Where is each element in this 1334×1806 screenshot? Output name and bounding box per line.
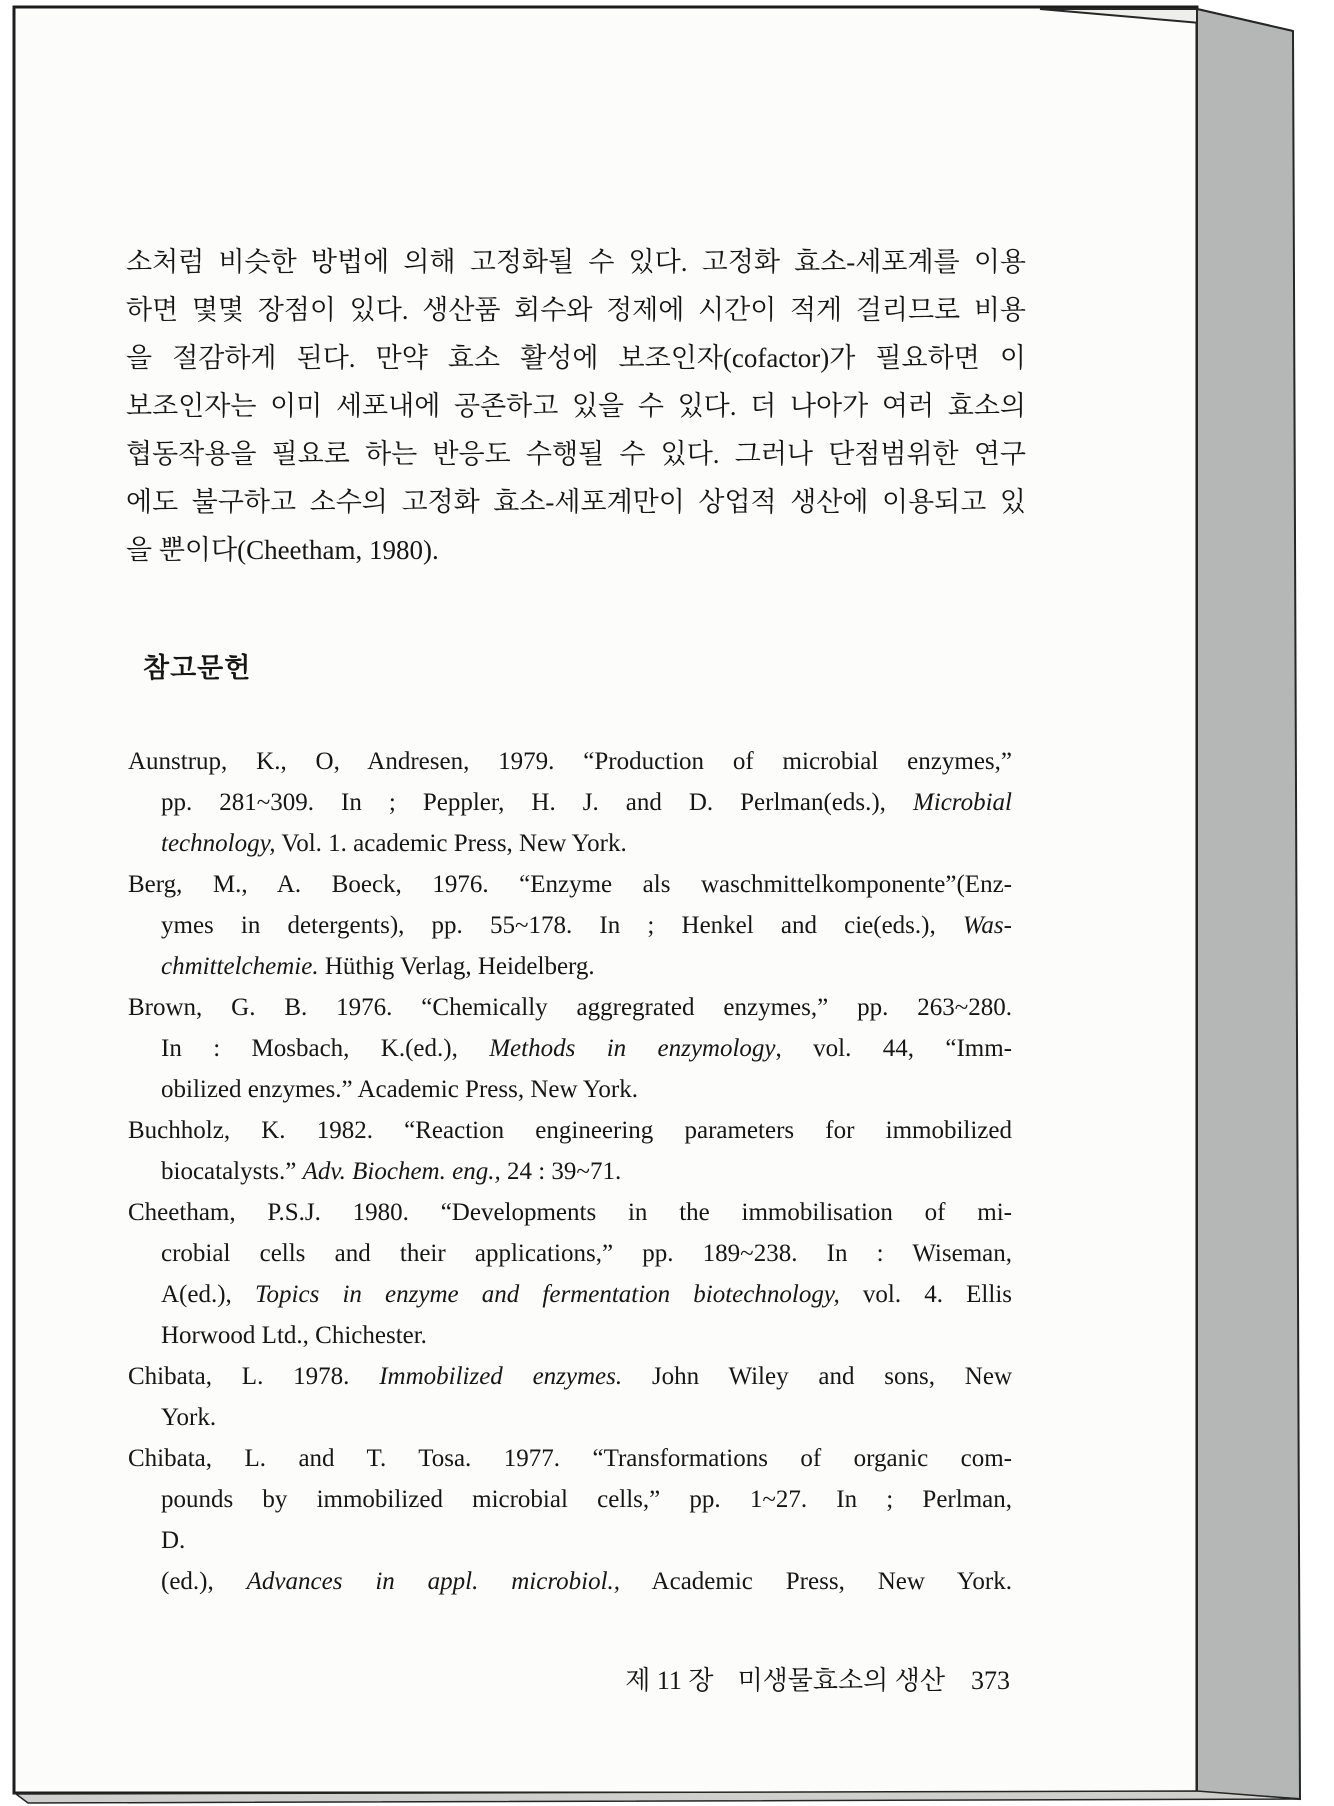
reference-text-segment: Hüthig Verlag, Heidelberg. [318, 953, 595, 980]
reference-text-segment: Chibata, L. and T. Tosa. 1977. “Transformations of organic com- [128, 1445, 1012, 1472]
chapter-label: 제 11 장 [625, 1666, 714, 1695]
reference-text-segment: Cheetham, P.S.J. 1980. “Developments in the immobilisation of mi- [128, 1199, 1012, 1226]
reference-line [128, 1561, 1012, 1602]
reference-line [128, 1438, 1012, 1479]
reference-text-segment: Buchholz, K. 1982. “Reaction engineering parameters for immobilized [128, 1117, 1012, 1144]
reference-line [128, 741, 1012, 782]
reference-text-segment: Adv. Biochem. eng., [302, 1158, 501, 1185]
reference-line [128, 1479, 1012, 1520]
reference-text-segment: A(ed.), [161, 1281, 255, 1308]
page-number: 373 [971, 1666, 1010, 1695]
reference-text-segment: pp. 281~309. In ; Peppler, H. J. and D. Perlman(eds.), [161, 789, 913, 816]
reference-line [128, 864, 1012, 905]
reference-text-segment: John Wiley and sons, New [622, 1363, 1013, 1390]
paragraph-line: 을 절감하게 된다. 만약 효소 활성에 보조인자(cofactor)가 필요하면 이 [126, 343, 1026, 373]
reference-line [128, 1110, 1012, 1151]
page-footer [500, 1630, 1010, 1697]
book-fore-edge [1197, 9, 1300, 1799]
reference-line [128, 987, 1012, 1028]
reference-text-segment: (ed.), [161, 1568, 247, 1595]
reference-line [128, 782, 1012, 823]
reference-text-segment: Immobilized enzymes. [379, 1363, 623, 1390]
reference-text-segment: pounds by immobilized microbial cells,” pp. 1~27. In ; Perlman, [161, 1486, 1012, 1513]
references-list [128, 741, 1012, 1602]
reference-text-segment: crobial cells and their applications,” pp. 189~238. In : Wiseman, [161, 1240, 1012, 1267]
references-heading: 참고문헌 [143, 653, 252, 683]
reference-line [128, 946, 1012, 987]
reference-text-segment: Academic Press, New York. [620, 1568, 1012, 1595]
reference-text-segment: Horwood Ltd., Chichester. [161, 1322, 427, 1349]
paragraph-line: 소처럼 비슷한 방법에 의해 고정화될 수 있다. 고정화 효소-세포계를 이용 [126, 247, 1026, 277]
reference-text-segment: technology, [161, 830, 276, 857]
reference-line [128, 1520, 1012, 1561]
reference-text-segment: vol. 4. Ellis [839, 1281, 1012, 1308]
paragraph-line: 에도 불구하고 소수의 고정화 효소-세포계만이 상업적 생산에 이용되고 있 [126, 487, 1026, 517]
reference-text-segment: 24 : 39~71. [500, 1158, 622, 1185]
chapter-title: 미생물효소의 생산 [737, 1666, 945, 1695]
paragraph-line: 을 뿐이다(Cheetham, 1980). [126, 535, 439, 565]
reference-text-segment: Advances in appl. microbiol., [246, 1568, 621, 1595]
reference-text-segment: Chibata, L. 1978. [128, 1363, 380, 1390]
reference-text-segment: Was- [962, 912, 1012, 939]
reference-text-segment: Aunstrup, K., O, Andresen, 1979. “Production of microbial enzymes,” [128, 748, 1012, 775]
reference-text-segment: obilized enzymes.” Academic Press, New York. [161, 1076, 638, 1103]
reference-line [128, 1274, 1012, 1315]
book-bottom-edge [16, 1791, 1300, 1803]
reference-text-segment: D. [161, 1527, 186, 1554]
paragraph-line: 하면 몇몇 장점이 있다. 생산품 회수와 정제에 시간이 적게 걸리므로 비용 [126, 295, 1026, 325]
reference-line [128, 1028, 1012, 1069]
reference-line [128, 1233, 1012, 1274]
reference-text-segment: ymes in detergents), pp. 55~178. In ; Henkel and cie(eds.), [161, 912, 963, 939]
reference-text-segment: York. [161, 1404, 217, 1431]
reference-text-segment: Microbial [912, 789, 1012, 816]
paragraph-line: 보조인자는 이미 세포내에 공존하고 있을 수 있다. 더 나아가 여러 효소의 [126, 391, 1026, 421]
reference-text-segment: Topics in enzyme and fermentation biotechnology, [254, 1281, 840, 1308]
paragraph-line: 협동작용을 필요로 하는 반응도 수행될 수 있다. 그러나 단점범위한 연구 [126, 439, 1026, 469]
reference-text-segment: biocatalysts.” [161, 1158, 303, 1185]
reference-line [128, 1151, 1012, 1192]
reference-text-segment: Vol. 1. academic Press, New York. [275, 830, 627, 857]
reference-line [128, 905, 1012, 946]
reference-text-segment: chmittelchemie. [161, 953, 319, 980]
reference-line [128, 823, 1012, 864]
body-paragraph [126, 238, 1026, 574]
reference-line [128, 1356, 1012, 1397]
reference-text-segment: In : Mosbach, K.(ed.), [161, 1035, 490, 1062]
reference-text-segment: Berg, M., A. Boeck, 1976. “Enzyme als waschmittelkomponente”(Enz- [128, 871, 1012, 898]
reference-line [128, 1315, 1012, 1356]
reference-text-segment: Brown, G. B. 1976. “Chemically aggregrated enzymes,” pp. 263~280. [128, 994, 1012, 1021]
reference-line [128, 1069, 1012, 1110]
reference-text-segment: , vol. 44, “Imm- [775, 1035, 1012, 1062]
reference-line [128, 1192, 1012, 1233]
reference-line [128, 1397, 1012, 1438]
reference-text-segment: Methods in enzymology [489, 1035, 776, 1062]
